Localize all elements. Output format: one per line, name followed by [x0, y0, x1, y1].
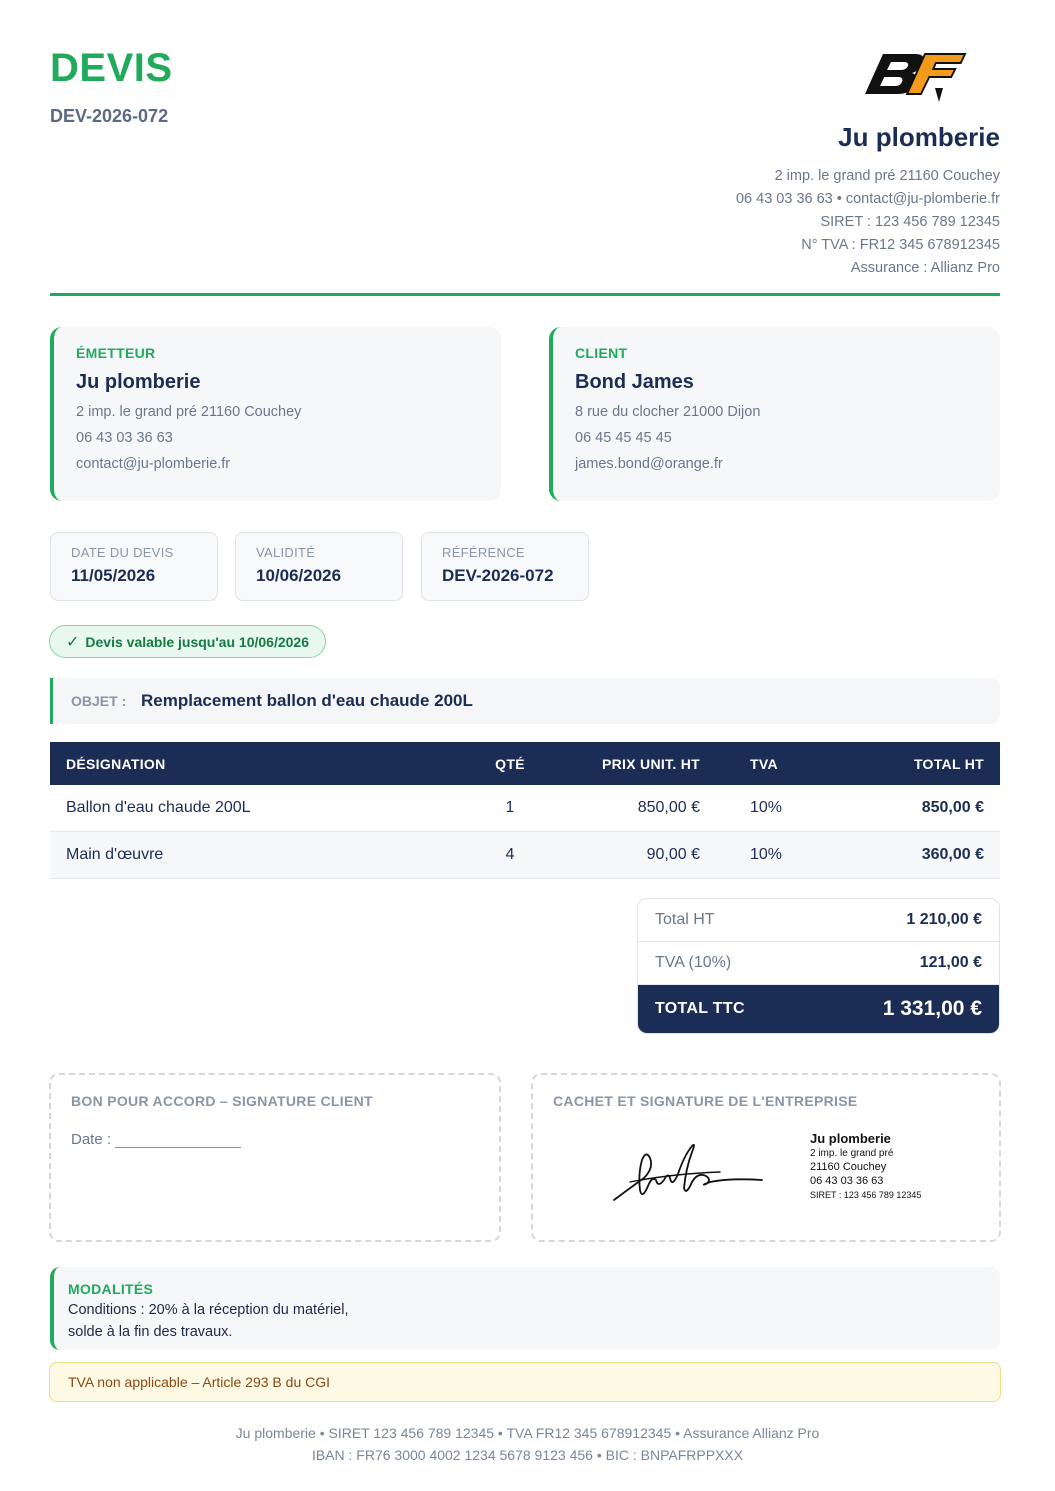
- company-signature-title: CACHET ET SIGNATURE DE L'ENTREPRISE: [553, 1093, 858, 1109]
- stamp-address-2: 21160 Couchey: [810, 1161, 887, 1173]
- header-tva: TVA: [750, 755, 778, 772]
- header-designation: DÉSIGNATION: [66, 755, 166, 772]
- stamp-address-1: 2 imp. le grand pré: [810, 1148, 894, 1159]
- footer-line-2: IBAN : FR76 3000 4002 1234 5678 9123 456 • BIC : BNPAFRPPXXX: [311, 1447, 744, 1463]
- validity-card: [235, 532, 403, 601]
- objet-label: OBJET :: [71, 693, 127, 709]
- table-header: [50, 742, 1000, 785]
- table-row: [50, 785, 1000, 832]
- company-tva: N° TVA : FR12 345 678912345: [801, 237, 1000, 253]
- total-ttc-label: TOTAL TTC: [655, 1000, 745, 1017]
- total-ht-row: [638, 899, 999, 942]
- tva-note: TVA non applicable – Article 293 B du CGI: [49, 1362, 1001, 1402]
- total-ttc-value: 1 331,00 €: [882, 997, 982, 1020]
- modalites-line-2: solde à la fin des travaux.: [68, 1324, 233, 1340]
- client-card: [549, 327, 1000, 501]
- emitter-email[interactable]: contact@ju-plomberie.fr: [76, 456, 231, 472]
- row-qty: 1: [505, 799, 515, 816]
- total-ttc-row: [638, 985, 999, 1033]
- company-name: Ju plomberie: [838, 122, 1000, 152]
- stamp-phone: 06 43 03 36 63: [810, 1175, 884, 1187]
- client-name: Bond James: [575, 371, 694, 393]
- reference-card: [421, 532, 589, 601]
- company-contact[interactable]: 06 43 03 36 63 • contact@ju-plomberie.fr: [735, 191, 1000, 207]
- company-insurance: Assurance : Allianz Pro: [850, 260, 1000, 276]
- total-tva-value: 121,00 €: [919, 954, 982, 971]
- row-total: 360,00 €: [921, 846, 984, 863]
- check-icon: ✓: [66, 633, 80, 651]
- document-title: DEVIS: [50, 46, 173, 90]
- totals-box: [637, 898, 1000, 1034]
- company-signature-box: [531, 1073, 1001, 1242]
- modalites-title: MODALITÉS: [68, 1281, 154, 1297]
- company-details: [736, 165, 1000, 280]
- row-qty: 4: [505, 846, 515, 863]
- header-total: TOTAL HT: [913, 755, 984, 772]
- header-qty: QTÉ: [495, 755, 525, 772]
- client-signature-box[interactable]: [49, 1073, 501, 1242]
- row-designation: Ballon d'eau chaude 200L: [66, 799, 251, 816]
- document-number: DEV-2026-072: [50, 106, 169, 126]
- client-label: CLIENT: [575, 345, 628, 361]
- page-footer: [0, 1422, 1055, 1466]
- modalites-line-1: Conditions : 20% à la réception du matériel,: [68, 1302, 349, 1318]
- client-signature-date: [71, 1131, 479, 1148]
- row-unit-price: 850,00 €: [637, 799, 700, 816]
- date-line[interactable]: [115, 1136, 241, 1148]
- row-tva: 10%: [750, 846, 783, 863]
- emitter-phone[interactable]: 06 43 03 36 63: [76, 430, 173, 446]
- date-card: [50, 532, 218, 601]
- objet-value: Remplacement ballon d'eau chaude 200L: [141, 691, 473, 710]
- company-stamp: [810, 1131, 921, 1200]
- header-divider: [50, 293, 1000, 296]
- table-row: [50, 832, 1000, 879]
- client-signature-date-label: Date :: [71, 1131, 112, 1148]
- row-designation: Main d'œuvre: [66, 846, 164, 863]
- emitter-label: ÉMETTEUR: [76, 345, 156, 361]
- company-siret: SIRET : 123 456 789 12345: [820, 214, 1000, 230]
- validity-badge-text: Devis valable jusqu'au 10/06/2026: [85, 633, 309, 650]
- reference-value: DEV-2026-072: [442, 566, 554, 585]
- date-value: 11/05/2026: [71, 566, 156, 585]
- client-signature-title: BON POUR ACCORD – SIGNATURE CLIENT: [71, 1093, 373, 1109]
- client-address: 8 rue du clocher 21000 Dijon: [575, 404, 761, 420]
- total-tva-label: TVA (10%): [655, 954, 732, 971]
- client-email[interactable]: james.bond@orange.fr: [575, 456, 723, 472]
- validity-value: 10/06/2026: [256, 566, 342, 585]
- modalites-box: [50, 1267, 1000, 1350]
- total-ht-value: 1 210,00 €: [906, 911, 982, 928]
- client-phone[interactable]: 06 45 45 45 45: [575, 430, 672, 446]
- total-tva-row: [638, 942, 999, 985]
- company-logo-icon: [863, 46, 973, 108]
- validity-label: VALIDITÉ: [256, 545, 316, 560]
- reference-label: RÉFÉRENCE: [442, 545, 525, 560]
- emitter-card: [50, 327, 501, 501]
- stamp-name: Ju plomberie: [810, 1131, 891, 1146]
- row-total: 850,00 €: [921, 799, 984, 816]
- header-unit-price: PRIX UNIT. HT: [601, 755, 700, 772]
- stamp-siret: SIRET : 123 456 789 12345: [810, 1190, 922, 1200]
- date-label: DATE DU DEVIS: [71, 545, 174, 560]
- company-address: 2 imp. le grand pré 21160 Couchey: [774, 168, 1000, 184]
- emitter-address: 2 imp. le grand pré 21160 Couchey: [76, 404, 302, 420]
- total-ht-label: Total HT: [655, 911, 715, 928]
- emitter-name: Ju plomberie: [76, 371, 201, 393]
- items-table: [50, 742, 1000, 879]
- footer-line-1: Ju plomberie • SIRET 123 456 789 12345 • TVA FR12 345 678912345 • Assurance Allianz Pro: [235, 1425, 820, 1441]
- handwritten-signature-icon: [610, 1138, 766, 1208]
- objet-bar: [50, 678, 1000, 724]
- row-tva: 10%: [750, 799, 783, 816]
- validity-badge: [49, 625, 326, 658]
- row-unit-price: 90,00 €: [646, 846, 700, 863]
